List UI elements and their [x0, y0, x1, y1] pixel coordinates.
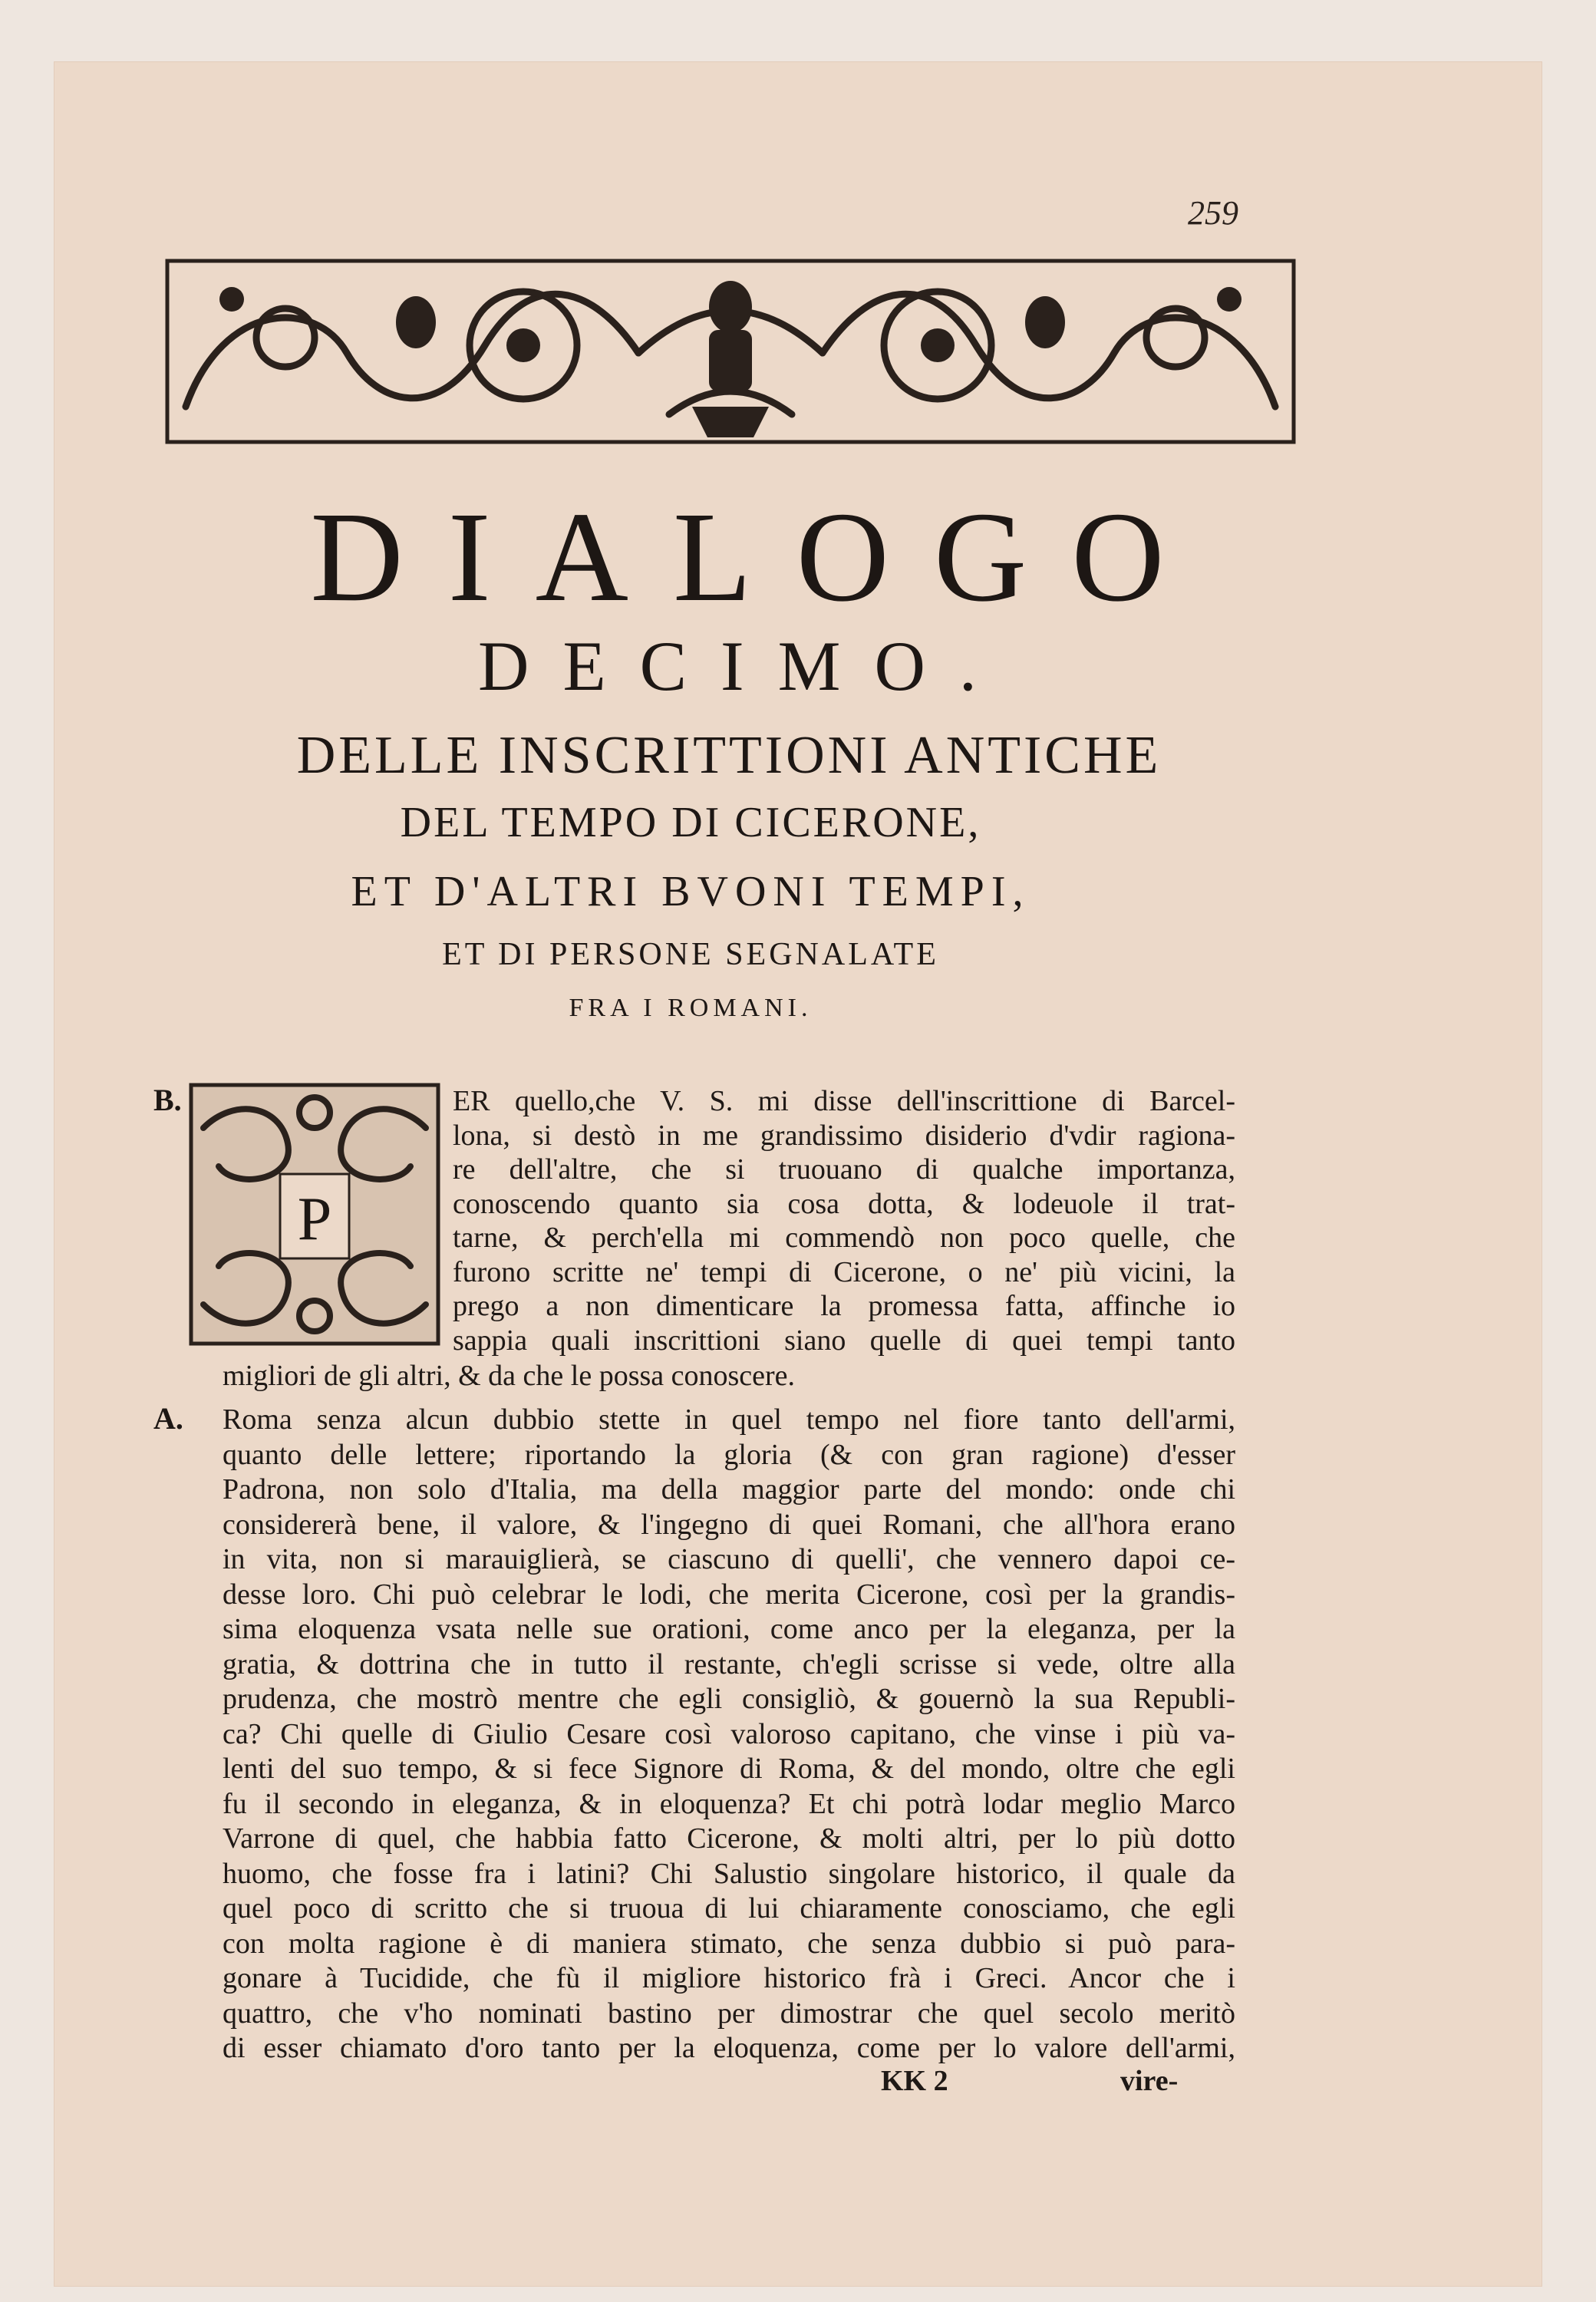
decorative-headpiece-ornament: [163, 253, 1298, 453]
paragraph-a-line: Varrone di quel, che habbia fatto Cicerone, & molti altri, per lo più dotto: [223, 1822, 1235, 1855]
paragraph-b-line: conoscendo quanto sia cosa dotta, & lodeuole il trat-: [453, 1187, 1235, 1220]
title-dialogo: DIALOGO: [310, 486, 1209, 628]
paragraph-a-line: fu il secondo in eleganza, & in eloquenza? Et chi potrà lodar meglio Marco: [223, 1787, 1235, 1820]
initial-letter-text: P: [297, 1186, 332, 1253]
paragraph-a-line: quel poco di scritto che si truoua di lui chiaramente conosciamo, che egli: [223, 1892, 1235, 1924]
signature-mark: KK 2: [881, 2065, 948, 2097]
paragraph-a-line: desse loro. Chi può celebrar le lodi, che merita Cicerone, così per la grandis-: [223, 1578, 1235, 1611]
subtitle-line-2: DEL TEMPO DI CICERONE,: [400, 799, 981, 846]
paragraph-a-line: quanto delle lettere; riportando la gloria (& con gran ragione) d'esser: [223, 1438, 1235, 1471]
paragraph-a-line: ca? Chi quelle di Giulio Cesare così valoroso capitano, che vinse i più va-: [223, 1717, 1235, 1750]
paragraph-b-line: lona, si destò in me grandissimo disiderio d'vdir ragiona-: [453, 1119, 1235, 1152]
title-decimo: DECIMO.: [478, 627, 1011, 705]
page-number: 259: [1188, 194, 1238, 232]
paragraph-a-line: con molta ragione è di maniera stimato, che senza dubbio si può para-: [223, 1927, 1235, 1960]
paragraph-a-line: considererà bene, il valore, & l'ingegno di quei Romani, che all'hora erano: [223, 1508, 1235, 1541]
paragraph-b-line: sappia quali inscrittioni siano quelle di quei tempi tanto: [453, 1324, 1235, 1357]
subtitle-line-1: DELLE INSCRITTIONI ANTICHE: [296, 726, 1162, 785]
paragraph-b-line: re dell'altre, che si truouano di qualche importanza,: [453, 1153, 1235, 1186]
paragraph-a-line: Padrona, non solo d'Italia, ma della maggior parte del mondo: onde chi: [223, 1473, 1235, 1506]
paragraph-a-line: sima eloquenza vsata nelle sue orationi, come anco per la eleganza, per la: [223, 1613, 1235, 1645]
subtitle-line-4: ET DI PERSONE SEGNALATE: [442, 937, 939, 972]
paragraph-a-line: prudenza, che mostrò mentre che egli consigliò, & gouernò la sua Republi-: [223, 1683, 1235, 1715]
speaker-marker-a: A.: [153, 1401, 183, 1436]
paragraph-a-line: gonare à Tucidide, che fù il migliore historico frà i Greci. Ancor che i: [223, 1962, 1235, 1994]
paragraph-a-line: quattro, che v'ho nominati bastino per dimostrar che quel secolo meritò: [223, 1997, 1235, 2030]
paragraph-a-line: di esser chiamato d'oro tanto per la eloquenza, come per lo valore dell'armi,: [223, 2032, 1235, 2064]
paragraph-a-line: lenti del suo tempo, & si fece Signore di Roma, & del mondo, oltre che egli: [223, 1753, 1235, 1785]
paragraph-a-line: in vita, non si marauiglierà, se ciascuno di quelli', che vennero dapoi ce-: [223, 1543, 1235, 1575]
paragraph-b-line: ER quello,che V. S. mi disse dell'inscrittione di Barcel-: [453, 1085, 1235, 1117]
paragraph-b-line: tarne, & perch'ella mi commendò non poco quelle, che: [453, 1222, 1235, 1254]
paragraph-b-line: prego a non dimenticare la promessa fatta, affinche io: [453, 1290, 1235, 1322]
paragraph-b-last-line: migliori de gli altri, & da che le possa conoscere.: [223, 1360, 796, 1392]
subtitle-line-5: FRA I ROMANI.: [569, 994, 813, 1022]
decorated-initial-letter: [188, 1082, 441, 1347]
paragraph-a-line: gratia, & dottrina che in tutto il restante, ch'egli scrisse si vede, oltre alla: [223, 1647, 1235, 1680]
paragraph-a-line: huomo, che fosse fra i latini? Chi Salustio singolare historico, il quale da: [223, 1857, 1235, 1890]
paragraph-a-line: Roma senza alcun dubbio stette in quel tempo nel fiore tanto dell'armi,: [223, 1403, 1235, 1436]
paragraph-b-line: furono scritte ne' tempi di Cicerone, o ne' più vicini, la: [453, 1255, 1235, 1288]
catchword: vire-: [1120, 2065, 1179, 2097]
subtitle-line-3: ET D'ALTRI BVONI TEMPI,: [351, 868, 1030, 915]
speaker-marker-b: B.: [153, 1083, 182, 1117]
